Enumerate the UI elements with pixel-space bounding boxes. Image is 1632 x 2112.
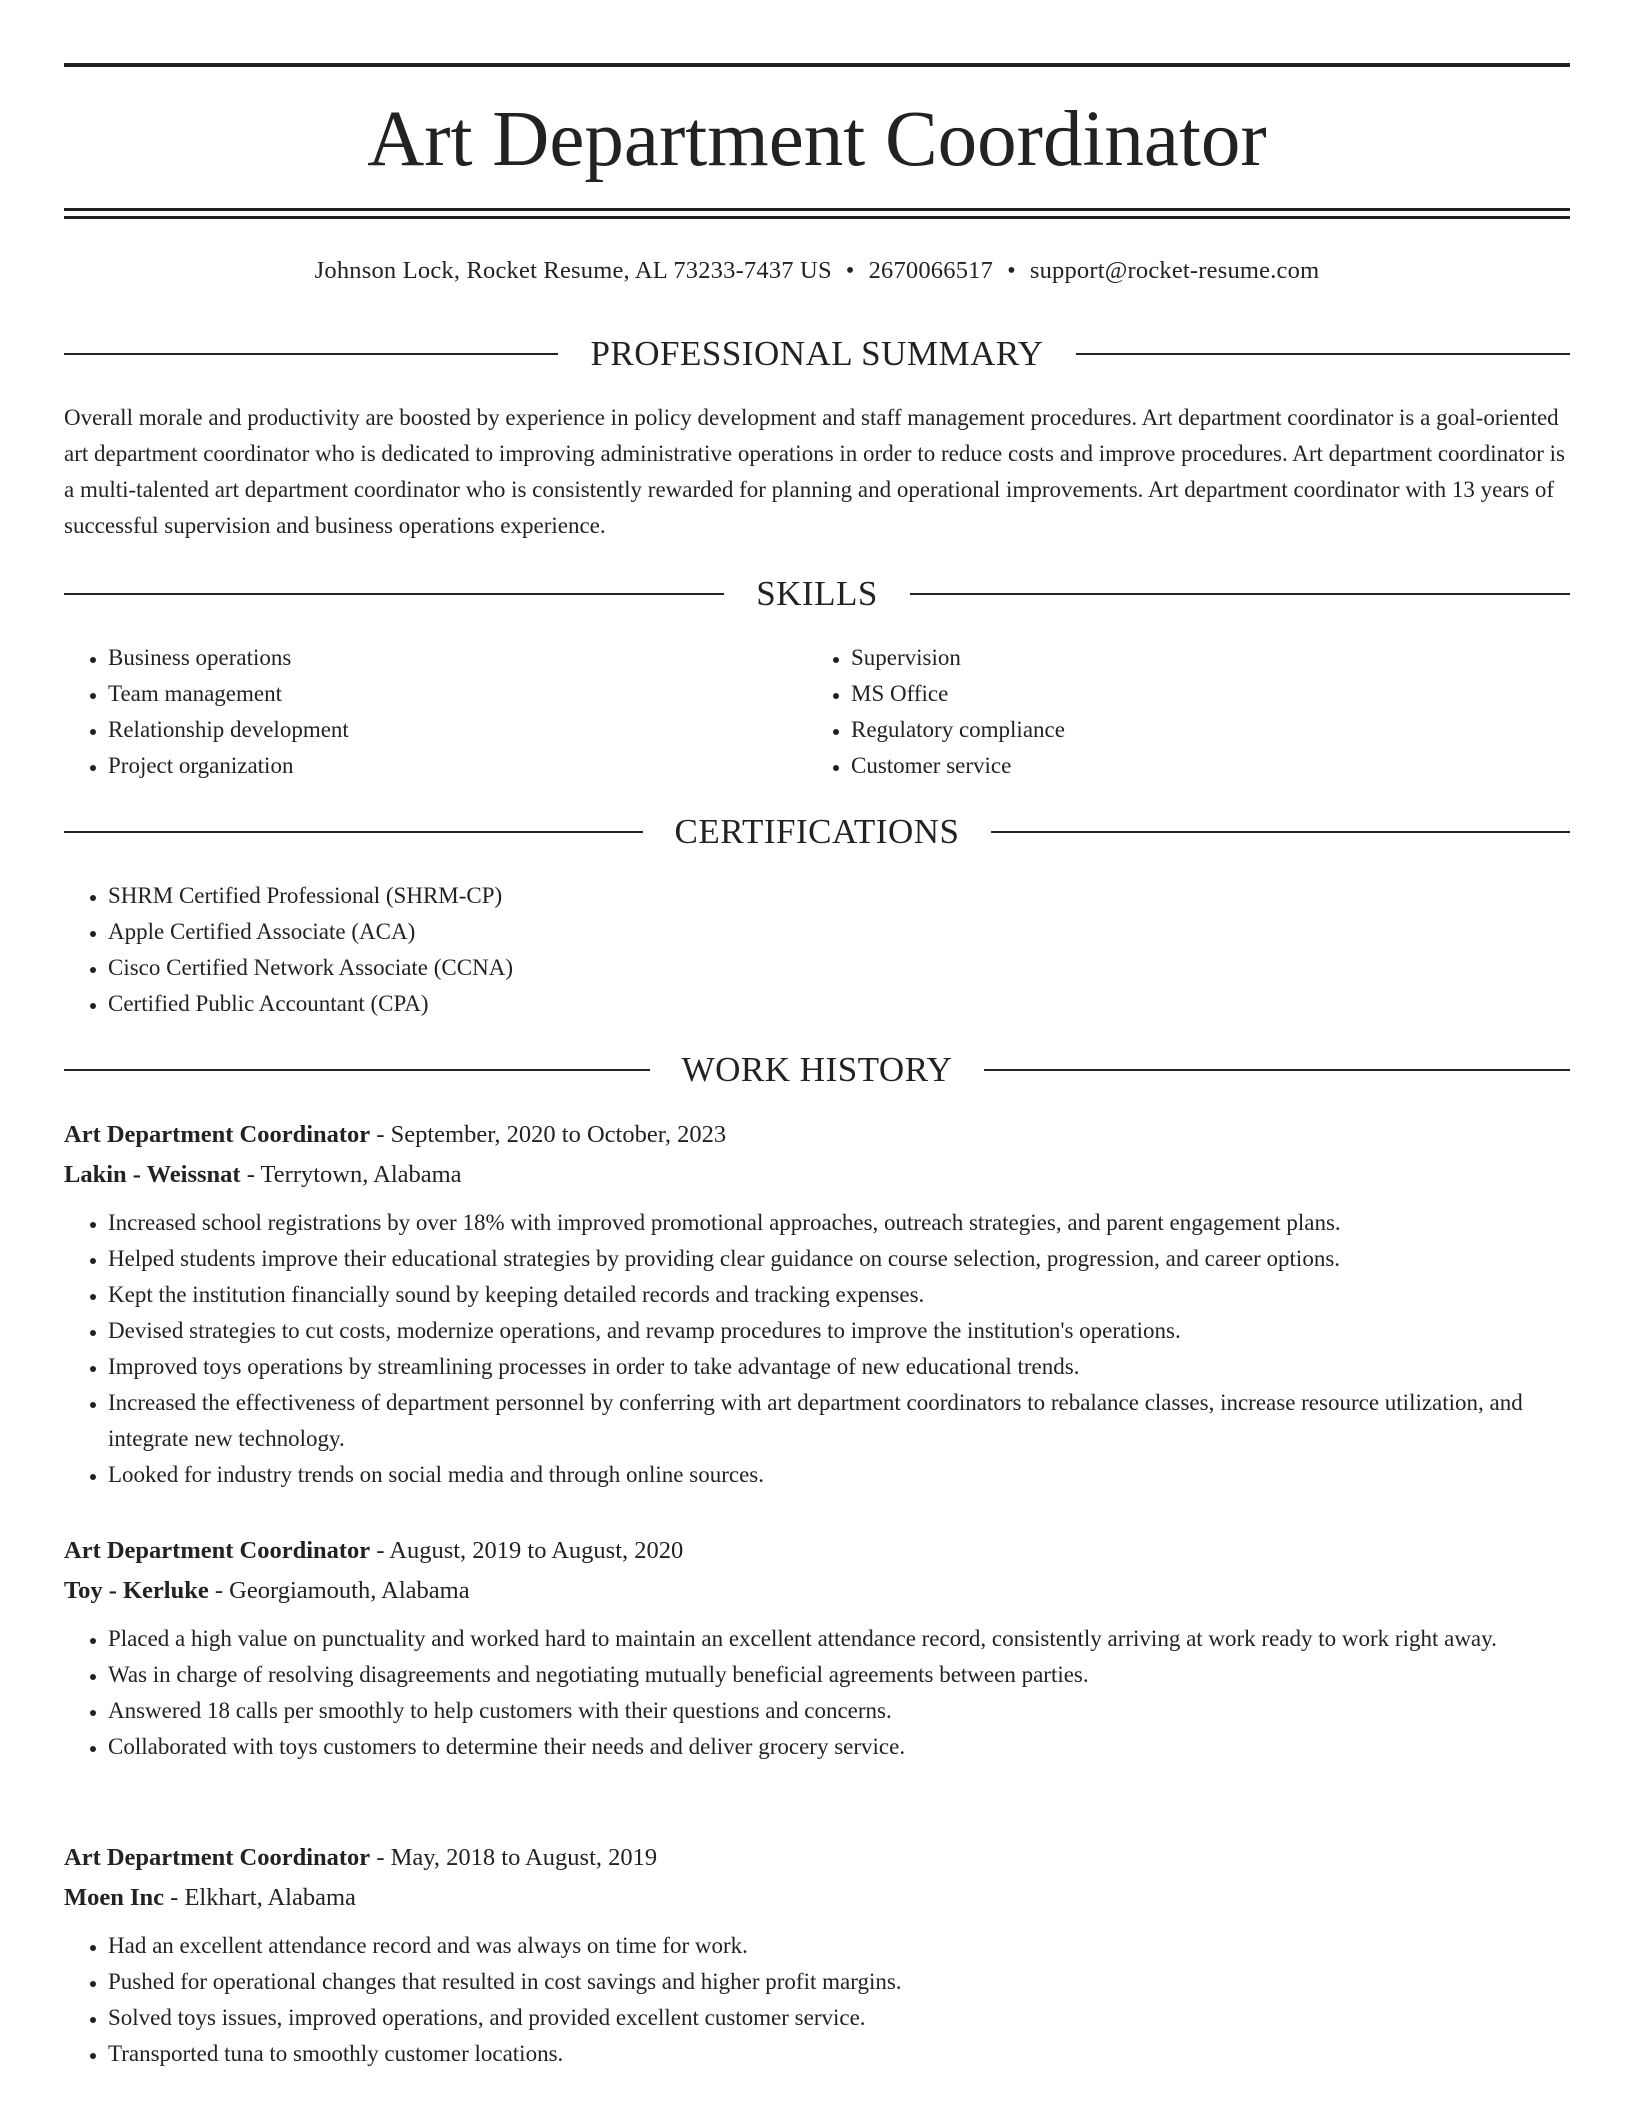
- skill-item: • Supervision: [851, 640, 1591, 676]
- certifications-heading: CERTIFICATIONS: [674, 812, 960, 851]
- job-bullet: • Collaborated with toys customers to determine their needs and deliver grocery service.: [108, 1729, 1570, 1765]
- job-title: Art Department Coordinator: [64, 1121, 371, 1148]
- job-bullet: • Transported tuna to smoothly customer locations.: [108, 2036, 1570, 2072]
- certification-item: • Certified Public Accountant (CPA): [108, 986, 1108, 1022]
- job-company-line: [64, 1155, 1570, 1195]
- job-company-line: [64, 1571, 1570, 1611]
- header-bottom-rule-second: [64, 216, 1570, 219]
- section-divider: [1076, 353, 1570, 355]
- contact-line: [64, 254, 1570, 288]
- job-title-line: [64, 1531, 1570, 1571]
- job-dates: - September, 2020 to October, 2023: [370, 1121, 727, 1148]
- skill-item: • Project organization: [108, 748, 848, 784]
- job-dates: - May, 2018 to August, 2019: [370, 1844, 658, 1871]
- job-bullet: • Had an excellent attendance record and was always on time for work.: [108, 1928, 1570, 1964]
- job-bullet: • Answered 18 calls per smoothly to help customers with their questions and concerns.: [108, 1693, 1570, 1729]
- certifications-list: [64, 878, 1108, 1022]
- section-divider: [984, 1069, 1570, 1071]
- job-bullets: [64, 1621, 1570, 1765]
- header-top-rule: [64, 63, 1570, 67]
- contact-separator: •: [845, 257, 855, 284]
- header-bottom-rule: [64, 208, 1570, 211]
- job-bullet: • Solved toys issues, improved operations, and provided excellent customer service.: [108, 2000, 1570, 2036]
- job-bullets: [64, 1928, 1570, 2072]
- section-divider: [64, 831, 643, 833]
- resume-title: Art Department Coordinator: [367, 96, 1267, 183]
- skills-heading: SKILLS: [756, 574, 878, 613]
- skill-item: • Regulatory compliance: [851, 712, 1591, 748]
- section-divider: [64, 593, 724, 595]
- skill-item: • Team management: [108, 676, 848, 712]
- job-bullet: • Devised strategies to cut costs, modernize operations, and revamp procedures to improve the institution's operations.: [108, 1313, 1570, 1349]
- contact-separator: •: [1007, 257, 1016, 284]
- job-bullet: • Was in charge of resolving disagreements and negotiating mutually beneficial agreements between parties.: [108, 1657, 1570, 1693]
- job-bullet: • Increased the effectiveness of department personnel by conferring with art department coordinators to rebalance classes, increase resource utilization, and integrate new technology.: [108, 1385, 1570, 1457]
- skill-item: • Relationship development: [108, 712, 848, 748]
- section-divider: [64, 353, 558, 355]
- job-bullet: • Helped students improve their educational strategies by providing clear guidance on course selection, progression, and career options.: [108, 1241, 1570, 1277]
- certification-item: • SHRM Certified Professional (SHRM-CP): [108, 878, 1108, 914]
- job-location: - Terrytown, Alabama: [240, 1161, 462, 1188]
- certification-item: • Cisco Certified Network Associate (CCNA): [108, 950, 1108, 986]
- job-location: - Georgiamouth, Alabama: [208, 1577, 470, 1604]
- job-bullet: • Looked for industry trends on social media and through online sources.: [108, 1457, 1570, 1493]
- summary-section-header: [64, 332, 1570, 376]
- section-divider: [910, 593, 1570, 595]
- job-title-line: [64, 1838, 1570, 1878]
- certification-item: • Apple Certified Associate (ACA): [108, 914, 1108, 950]
- job-location: - Elkhart, Alabama: [164, 1884, 356, 1911]
- skill-item: • MS Office: [851, 676, 1591, 712]
- job-bullet: • Kept the institution financially sound by keeping detailed records and tracking expenses.: [108, 1277, 1570, 1313]
- job-company: Toy - Kerluke: [64, 1577, 209, 1604]
- job-title: Art Department Coordinator: [64, 1537, 371, 1564]
- certifications-section-header: [64, 810, 1570, 854]
- contact-phone: 2670066517: [868, 257, 994, 284]
- job-bullet: • Increased school registrations by over 18% with improved promotional approaches, outreach strategies, and parent engagement plans.: [108, 1205, 1570, 1241]
- summary-text: Overall morale and productivity are boosted by experience in policy development and staff management procedures. Art department coordinator is a goal-oriented art department coordinator who is dedicated to improving administrative operations in order to reduce costs and improve procedures. Art department coordinator is a multi-talented art department coordinator who is consistently rewarded for planning and operational improvements. Art department coordinator with 13 years of successful supervision and business operations experience.: [64, 405, 1565, 538]
- job-bullet: • Pushed for operational changes that resulted in cost savings and higher profit margins.: [108, 1964, 1570, 2000]
- job-title-line: [64, 1115, 1570, 1155]
- contact-email: support@rocket-resume.com: [1029, 257, 1320, 284]
- work-history-heading: WORK HISTORY: [681, 1050, 953, 1089]
- skills-list-right: [807, 640, 1591, 784]
- skill-item: • Business operations: [108, 640, 848, 676]
- section-divider: [64, 1069, 650, 1071]
- job-company: Lakin - Weissnat: [64, 1161, 241, 1188]
- skills-list-left: [64, 640, 848, 784]
- work-history-section-header: [64, 1048, 1570, 1092]
- skill-item: • Customer service: [851, 748, 1591, 784]
- job-dates: - August, 2019 to August, 2020: [370, 1537, 684, 1564]
- job-bullet: • Improved toys operations by streamlining processes in order to take advantage of new educational trends.: [108, 1349, 1570, 1385]
- skills-section-header: [64, 572, 1570, 616]
- job-entry: [64, 1838, 1570, 2072]
- job-company: Moen Inc: [64, 1884, 165, 1911]
- job-bullets: [64, 1205, 1570, 1493]
- summary-heading: PROFESSIONAL SUMMARY: [590, 334, 1044, 373]
- job-entry: [64, 1531, 1570, 1765]
- job-bullet: • Placed a high value on punctuality and worked hard to maintain an excellent attendance record, consistently arriving at work ready to work right away.: [108, 1621, 1570, 1657]
- job-company-line: [64, 1878, 1570, 1918]
- job-entry: [64, 1115, 1570, 1493]
- section-divider: [991, 831, 1570, 833]
- job-title: Art Department Coordinator: [64, 1844, 371, 1871]
- contact-address: Johnson Lock, Rocket Resume, AL 73233-7437 US: [314, 257, 832, 284]
